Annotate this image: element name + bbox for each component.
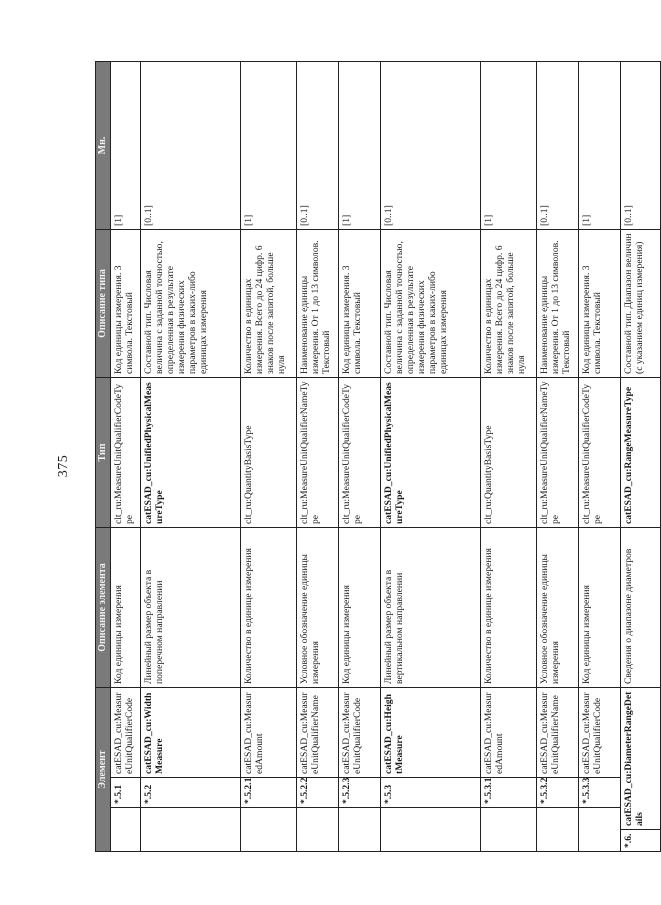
row-multiplicity: [1] [241,62,297,230]
row-type: clt_ru:MeasureUnitQualifierCodeType [111,378,141,528]
row-multiplicity: [0..1] [381,62,481,230]
page-number: 375 [56,454,71,478]
table-row [481,62,537,852]
row-type-description: Составной тип. Числовая величина с заданной точностью, определенная в результате измерения физических параметров в каких-либо единицах измерения [141,230,241,378]
row-type: catESAD_cu:RangeMeasureType [621,378,661,528]
row-multiplicity: [0..1] [297,62,339,230]
row-type-description: Количество в единицах измерения. Всего до 24 цифр. 6 знаков после запятой, больше нуля [241,230,297,378]
indent-cell [297,808,339,852]
row-multiplicity: [1] [579,62,621,230]
row-element-name: catESAD_cu:DiameterRangeDetails [621,688,661,830]
row-multiplicity: [1] [339,62,381,230]
indent-cell [141,808,241,852]
row-description: Код единицы измерения [579,528,621,688]
row-element-name: catESAD_cu:MeasureUnitQualifierName [537,688,579,778]
row-type: catESAD_cu:UnifiedPhysicalMeasureType [141,378,241,528]
spec-table [95,61,661,852]
table-row [339,62,381,852]
row-element-name: catESAD_cu:MeasureUnitQualifierName [297,688,339,778]
row-element-name: catESAD_cu:MeasureUnitQualifierCode [111,688,141,778]
header-multiplicity: Мн. [96,62,111,230]
row-multiplicity: [0..1] [141,62,241,230]
row-index: *.5.3 [381,778,481,808]
row-index: *.6. [621,830,661,852]
table-row [537,62,579,852]
row-type: clt_ru:MeasureUnitQualifierNameType [297,378,339,528]
row-index: *.5.3.1 [481,778,537,808]
row-type: catESAD_cu:UnifiedPhysicalMeasureType [381,378,481,528]
row-multiplicity: [0..1] [537,62,579,230]
row-description: Линейный размер объекта в вертикальном направлении [381,528,481,688]
row-type: clt_ru:MeasureUnitQualifierCodeType [579,378,621,528]
row-type: clt_ru:QuantityBasisType [481,378,537,528]
indent-cell [537,808,579,852]
row-type: clt_ru:MeasureUnitQualifierCodeType [339,378,381,528]
row-element-name: catESAD_cu:MeasureUnitQualifierCode [579,688,621,778]
row-index: *.5.2.3 [339,778,381,808]
row-element-name: catESAD_cu:MeasuredAmount [241,688,297,778]
row-index: *.5.3.3 [579,778,621,808]
row-element-name: catESAD_cu:HeightMeasure [381,688,481,778]
row-element-name: catESAD_cu:WidthMeasure [141,688,241,778]
row-type-description: Составной тип. Числовая величина с заданной точностью, определенная в результате измерения физических параметров в каких-либо единицах измерения [381,230,481,378]
row-description: Условное обозначение единицы измерения [537,528,579,688]
header-type-description: Описание типа [96,230,111,378]
row-type-description: Количество в единицах измерения. Всего до 24 цифр. 6 знаков после запятой, больше нуля [481,230,537,378]
row-index: *.5.3.2 [537,778,579,808]
row-type: clt_ru:MeasureUnitQualifierNameType [537,378,579,528]
row-description: Код единицы измерения [111,528,141,688]
row-index: *.5.2.2 [297,778,339,808]
indent-cell [579,808,621,852]
row-type-description: Наименование единицы измерения. От 1 до 13 символов. Текстовый [537,230,579,378]
indent-cell [381,808,481,852]
row-description: Количество в единице измерения [481,528,537,688]
indent-cell [339,808,381,852]
indent-cell [241,808,297,852]
row-index: *.5.1 [111,778,141,808]
row-type-description: Составной тип. Диапазон величин (с указанием единиц измерения) [621,230,661,378]
row-type-description: Код единицы измерения. 3 символа. Текстовый [111,230,141,378]
row-description: Код единицы измерения [339,528,381,688]
row-type-description: Код единицы измерения. 3 символа. Текстовый [339,230,381,378]
header-element: Элемент [96,688,111,852]
row-element-name: catESAD_cu:MeasureUnitQualifierCode [339,688,381,778]
row-type-description: Код единицы измерения. 3 символа. Текстовый [579,230,621,378]
rotated-table-wrapper [95,62,645,852]
row-description: Линейный размер объекта в поперечном направлении [141,528,241,688]
row-description: Количество в единице измерения [241,528,297,688]
row-index: *.5.2.1 [241,778,297,808]
row-type-description: Наименование единицы измерения. От 1 до 13 символов. Текстовый [297,230,339,378]
header-description: Описание элемента [96,528,111,688]
table-row [621,62,661,852]
row-element-name: catESAD_cu:MeasuredAmount [481,688,537,778]
row-type: clt_ru:QuantityBasisType [241,378,297,528]
table-row [241,62,297,852]
row-multiplicity: [0..1] [621,62,661,230]
table-row [381,62,481,852]
row-index: *.5.2 [141,778,241,808]
indent-cell [481,808,537,852]
table-row [141,62,241,852]
table-row [297,62,339,852]
row-description: Сведения о диапазоне диаметров [621,528,661,688]
table-row [111,62,141,852]
row-multiplicity: [1] [481,62,537,230]
header-type: Тип [96,378,111,528]
indent-cell [111,808,141,852]
header-row [96,62,111,852]
row-multiplicity: [1] [111,62,141,230]
table-row [579,62,621,852]
row-description: Условное обозначение единицы измерения [297,528,339,688]
